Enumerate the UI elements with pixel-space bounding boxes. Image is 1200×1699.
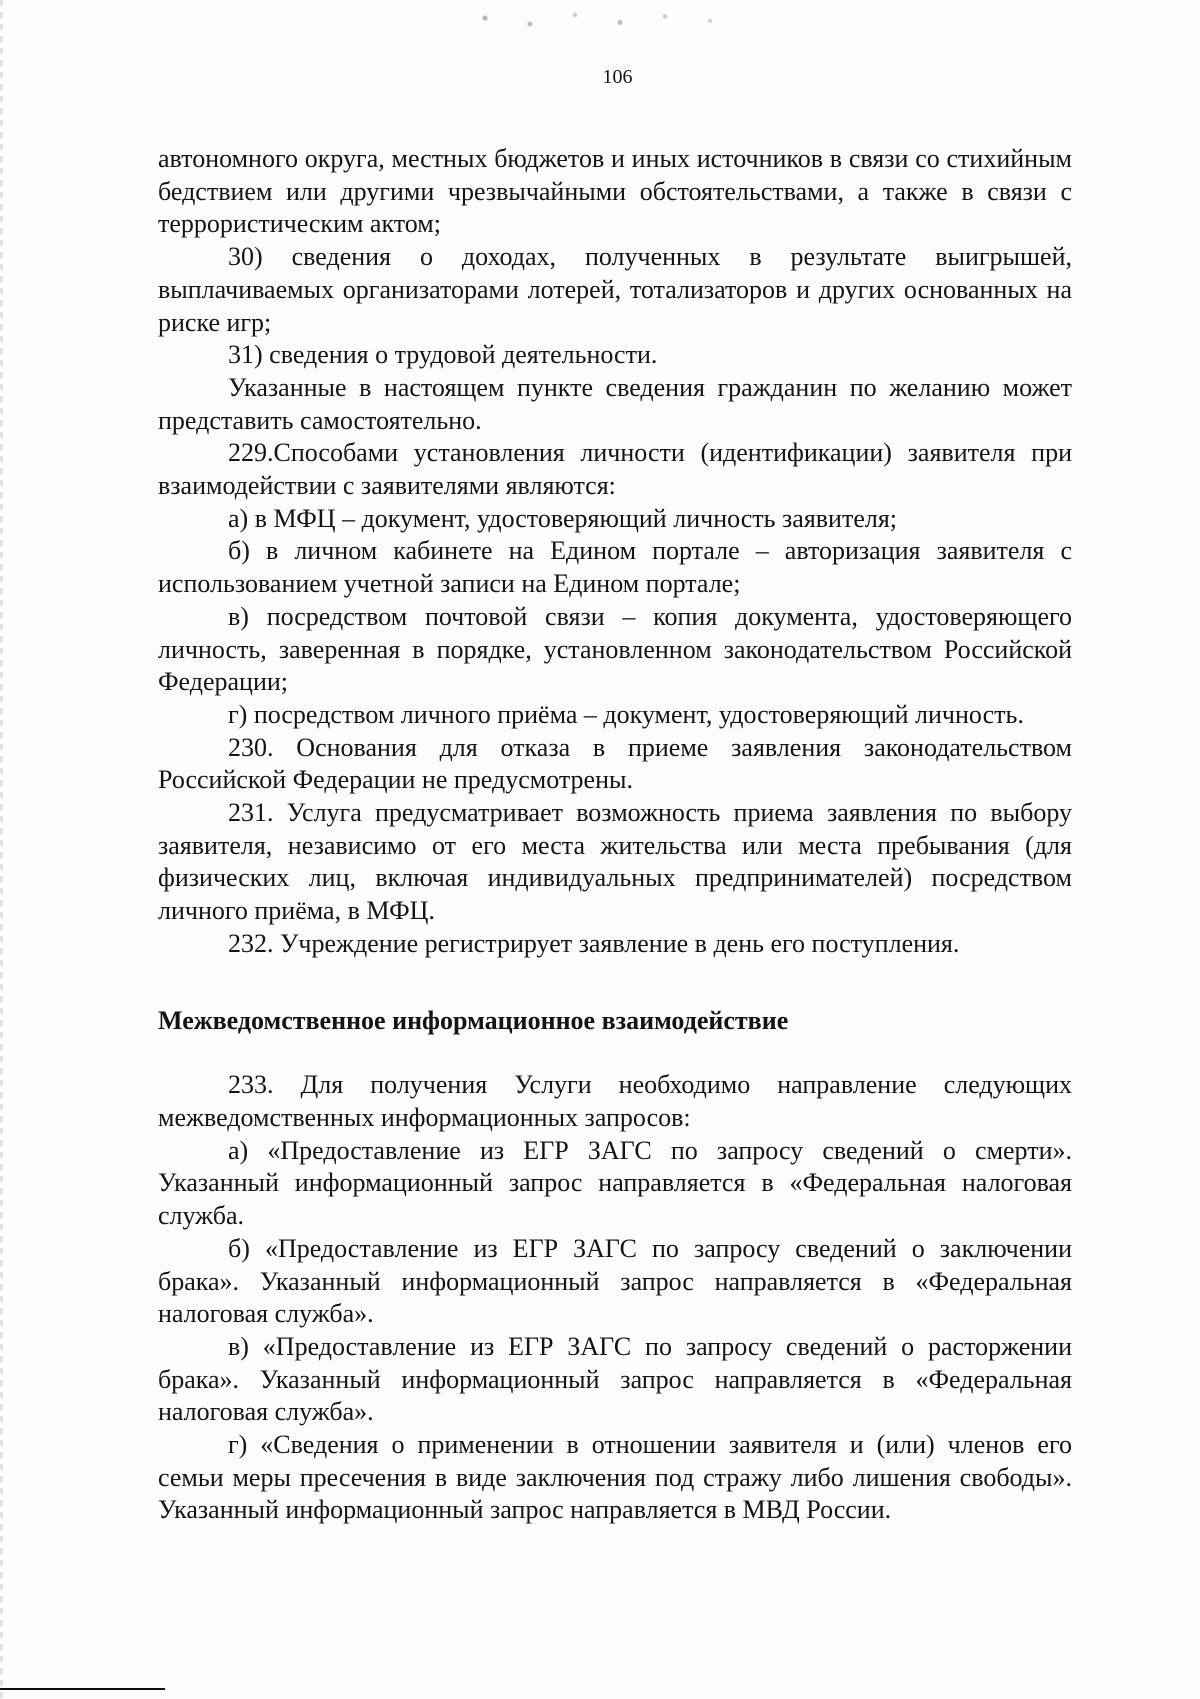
paragraph: 31) сведения о трудовой деятельности. <box>228 340 658 370</box>
paragraph: 232. Учреждение регистрирует заявление в день его поступления. <box>228 928 960 958</box>
paragraph: Указанные в настоящем пункте сведения гражданин по желанию может представить самостоятельно. <box>158 372 1072 435</box>
paragraph: г) посредством личного приёма – документ, удостоверяющий личность. <box>228 699 1024 729</box>
paragraph: 233. Для получения Услуги необходимо направление следующих межведомственных информационных запросов: <box>158 1070 1072 1132</box>
paragraph: 230. Основания для отказа в приеме заявления законодательством Российской Федерации не предусмотрены. <box>158 732 1072 795</box>
page-number: 106 <box>602 66 633 88</box>
section-heading: Межведомственное информационное взаимодействие <box>158 1005 789 1035</box>
paragraph: в) «Предоставление из ЕГР ЗАГС по запросу сведений о расторжении брака». Указанный информационный запрос направляется в «Федеральная налоговая служба». <box>158 1331 1072 1427</box>
paragraph: б) в личном кабинете на Едином портале – авторизация заявителя с использованием учетной записи на Едином портале; <box>158 536 1072 599</box>
paragraph: 231. Услуга предусматривает возможность приема заявления по выбору заявителя, независимо от его места жительства или места пребывания (для физических лиц, включая индивидуальных предпринимателей) посредством личного приёма, в МФЦ. <box>158 798 1072 926</box>
paragraph: 229.Способами установления личности (идентификации) заявителя при взаимодействии с заявителями являются: <box>158 438 1072 501</box>
paragraph: в) посредством почтовой связи – копия документа, удостоверяющего личность, заверенная в порядке, установленном законодательством Российской Федерации; <box>158 601 1072 697</box>
paragraph: а) «Предоставление из ЕГР ЗАГС по запросу сведений о смерти». Указанный информационный запрос направляется в «Федеральная налоговая служба. <box>158 1135 1072 1231</box>
paragraph: г) «Сведения о применении в отношении заявителя и (или) членов его семьи меры пресечения в виде заключения под стражу либо лишения свободы». Указанный информационный запрос направляется в МВД России. <box>158 1430 1072 1525</box>
paragraphs-part1 <box>158 143 1072 961</box>
paragraphs-part2 <box>158 1069 1072 1527</box>
paragraph: 30) сведения о доходах, полученных в результате выигрышей, выплачиваемых организаторами лотерей, тотализаторов и других основанных на риске игр; <box>158 242 1072 337</box>
paragraph: а) в МФЦ – документ, удостоверяющий личность заявителя; <box>228 503 898 533</box>
scan-bottom-line <box>0 1688 165 1690</box>
paragraph: б) «Предоставление из ЕГР ЗАГС по запросу сведений о заключении брака». Указанный информационный запрос направляется в «Федеральная налоговая служба». <box>158 1233 1072 1329</box>
paragraph: автономного округа, местных бюджетов и иных источников в связи со стихийным бедствием или другими чрезвычайными обстоятельствами, а также в связи с террористическим актом; <box>158 144 1072 239</box>
scan-artifact-top <box>455 6 755 36</box>
scan-left-edge <box>0 0 3 1699</box>
document-body <box>158 143 1072 1527</box>
